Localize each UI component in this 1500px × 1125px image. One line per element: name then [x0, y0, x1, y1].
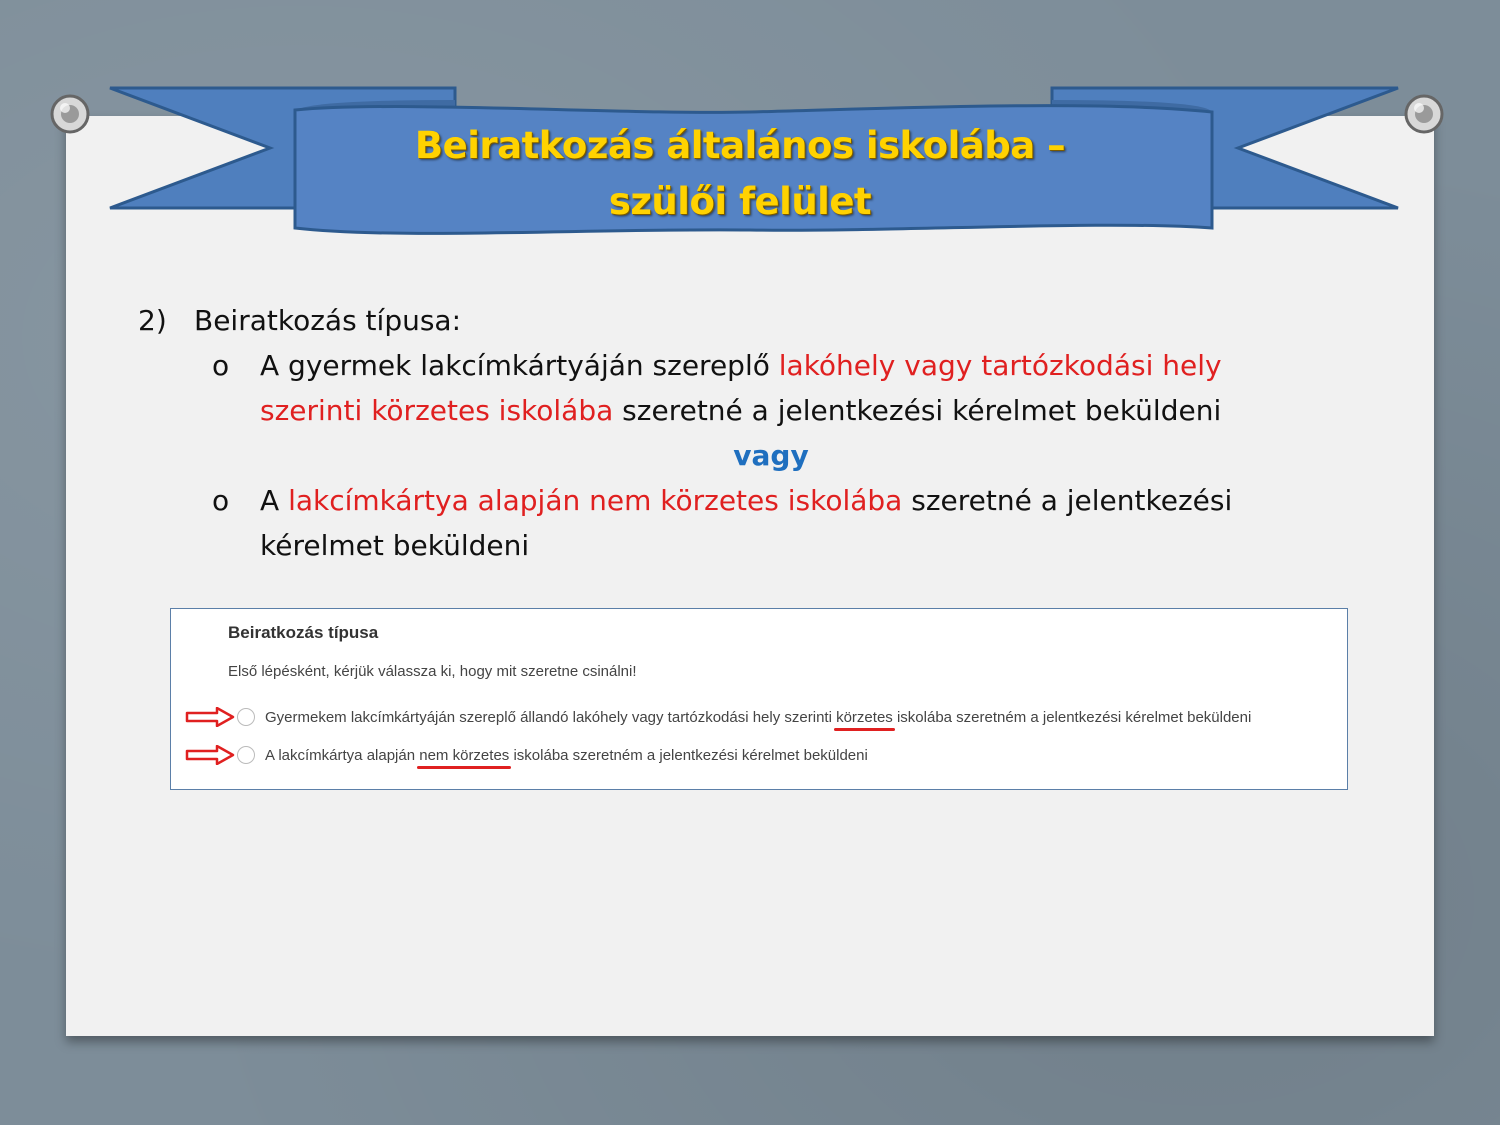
option-label-part: iskolába szeretném a jelentkezési kérelmet beküldeni: [509, 746, 868, 764]
option-label-part: iskolába szeretném a jelentkezési kérelmet beküldeni: [892, 708, 1252, 726]
section-heading: [138, 298, 1338, 343]
enrollment-option-local[interactable]: [185, 707, 1251, 727]
option-label-part: A lakcímkártya alapján: [265, 746, 420, 764]
embedded-form-screenshot: [170, 608, 1348, 790]
enrollment-option-non-local[interactable]: [185, 745, 868, 765]
option-label: [265, 747, 868, 764]
bullet-text-part: A: [260, 484, 289, 517]
underlined-keyword: körzetes: [836, 708, 893, 726]
pushpin-icon: [48, 92, 92, 136]
radio-button[interactable]: [237, 746, 255, 764]
slide-title: [300, 118, 1180, 230]
slide-body: [138, 298, 1338, 568]
underlined-keyword: nem körzetes: [419, 746, 510, 764]
bullet-text-part: A gyermek lakcímkártyáján szereplő: [260, 349, 779, 382]
pushpin-icon: [1402, 92, 1446, 136]
bullet-item-non-local-school: [212, 478, 1338, 568]
bullet-highlight: lakcímkártya alapján nem körzetes iskolába: [288, 484, 903, 517]
heading-number: 2): [138, 304, 167, 337]
form-title: Beiratkozás típusa: [228, 623, 379, 642]
radio-button[interactable]: [237, 708, 255, 726]
bullet-item-local-school: [212, 343, 1338, 433]
bullet-marker: o: [212, 484, 230, 517]
heading-text: Beiratkozás típusa:: [194, 304, 462, 337]
option-label: [265, 709, 1251, 726]
bullet-text: [260, 343, 1300, 433]
bullet-text-part: szeretné a jelentkezési kérelmet beküldeni: [260, 484, 1233, 562]
bullet-text: [260, 478, 1300, 568]
option-label-part: Gyermekem lakcímkártyáján szereplő állandó lakóhely vagy tartózkodási hely szerinti: [265, 708, 837, 726]
bullet-marker: o: [212, 349, 230, 382]
form-instruction: Első lépésként, kérjük válassza ki, hogy mit szeretne csinálni!: [228, 663, 637, 680]
arrow-right-icon: [185, 707, 235, 727]
slide-title-line2: szülői felület: [608, 180, 872, 223]
slide-title-line1: Beiratkozás általános iskolába –: [414, 124, 1066, 167]
arrow-right-icon: [185, 745, 235, 765]
bullet-text-part: szeretné a jelentkezési kérelmet beküldeni: [613, 394, 1222, 427]
connector-word: vagy: [733, 439, 809, 472]
bullet-highlight: lakóhely vagy tartózkodási hely szerinti körzetes iskolába: [260, 349, 1222, 427]
